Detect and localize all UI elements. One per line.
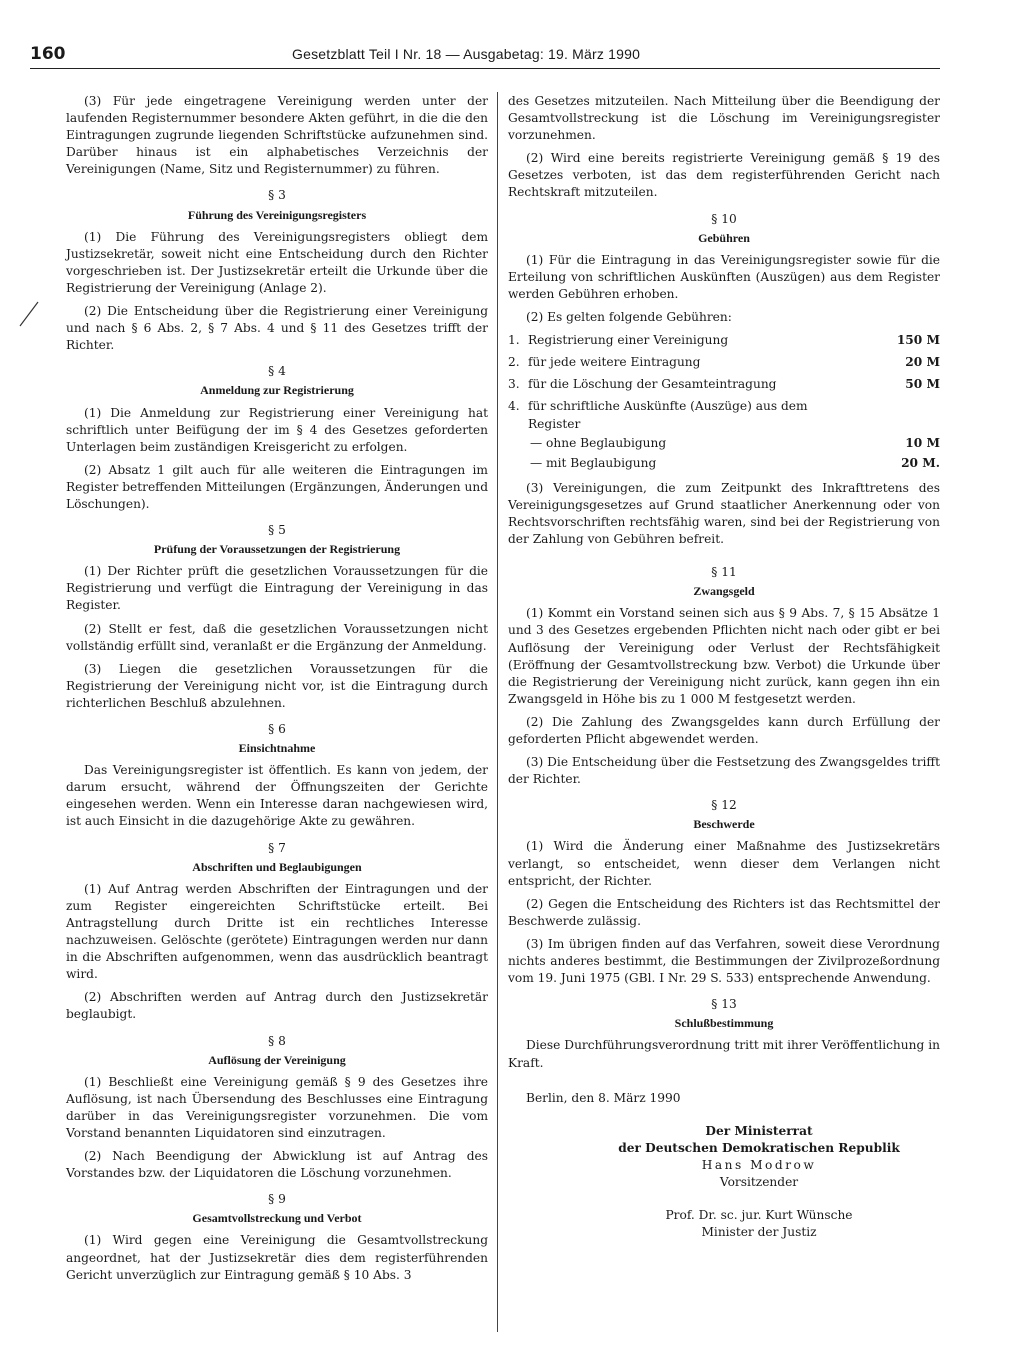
fee-number: 4. (508, 399, 520, 414)
fee-row (508, 398, 940, 432)
fee-subrow (530, 455, 940, 472)
paragraph: (1) Die Anmeldung zur Registrierung einer Vereinigung hat schriftlich unter Beifügung der im § 4 des Gesetzes geforderten Unterlagen beim zuständigen Kreisgericht zu erfolgen. (66, 405, 488, 454)
place-date: Berlin, den 8. März 1990 (526, 1090, 681, 1105)
section-title: Beschwerde (693, 817, 755, 832)
fee-row (508, 376, 940, 393)
fee-label: für jede weitere Eintragung (528, 355, 701, 370)
signatory-name: Hans Modrow (701, 1157, 817, 1172)
paragraph: Das Vereinigungsregister ist öffentlich. Es kann von jedem, der darum ersucht, während der Öffnungszeiten der Gerichte eingesehen werden. Wenn ein Interesse daran nachgewiesen wird, ist auch Einsicht in die dazugehörige Akte zu gewähren. (66, 763, 488, 829)
section-number: § 4 (268, 364, 286, 379)
paragraph: (2) Gegen die Entscheidung des Richters ist das Rechtsmittel der Beschwerde zulässig. (508, 896, 940, 928)
section-number: § 13 (711, 997, 737, 1012)
paragraph: (2) Nach Beendigung der Abwicklung ist auf Antrag des Vorstandes bzw. der Liquidatoren die Löschung vorzunehmen. (66, 1149, 488, 1181)
paragraph: (2) Die Entscheidung über die Registrierung einer Vereinigung und nach § 6 Abs. 2, § 7 Abs. 4 und § 11 des Gesetzes trifft der Richter. (66, 304, 488, 353)
section-number: § 12 (711, 798, 737, 813)
paragraph: (1) Für die Eintragung in das Vereinigungsregister sowie für die Erteilung von schriftlichen Auskünften (Auszügen) aus dem Register werden Gebühren erhoben. (508, 252, 940, 301)
fee-subrow (530, 435, 940, 452)
section-number: § 6 (268, 722, 286, 736)
paragraph: (2) Es gelten folgende Gebühren: (526, 310, 732, 325)
fee-number: 2. (508, 355, 520, 370)
paragraph: (2) Die Zahlung des Zwangsgeldes kann durch Erfüllung der geforderten Pflicht abgewendet werden. (508, 714, 940, 746)
section-title: Auflösung der Vereinigung (208, 1052, 346, 1067)
paragraph: (2) Abschriften werden auf Antrag durch den Justizsekretär beglaubigt. (66, 990, 488, 1022)
fee-number: 3. (508, 377, 520, 392)
signatory-role: Minister der Justiz (701, 1225, 817, 1240)
fee-row (508, 354, 940, 371)
fee-amount: 20 M. (901, 455, 940, 470)
paragraph: (1) Die Führung des Vereinigungsregisters obliegt dem Justizsekretär, soweit nicht eine Entscheidung durch den Richter vorgeschrieben ist. Der Justizsekretär erteilt die Urkunde über die Registrierung der Vereinigung (Anlage 2). (66, 229, 488, 295)
page-header (30, 46, 940, 69)
paragraph: (3) Liegen die gesetzlichen Voraussetzungen für die Registrierung der Vereinigung nicht vor, ist die Eintragung durch richterlichen Beschluß abzulehnen. (66, 661, 488, 710)
fee-label: — mit Beglaubigung (530, 455, 657, 470)
section-number: § 11 (711, 565, 737, 580)
fee-label: Registrierung einer Vereinigung (528, 333, 729, 348)
paragraph: (1) Auf Antrag werden Abschriften der Eintragungen und der zum Register eingereichten Schriftstücke erteilt. Bei Antragstellung durch Dritte ist ein rechtliches Interesse nachzuweisen. Gelöschte (gerötete) Eintragungen werden nur dann in die Abschriften aufgenommen, wenn das ausdrücklich beantragt wird. (66, 881, 488, 982)
signatory-org: der Deutschen Demokratischen Republik (618, 1140, 900, 1155)
paragraph: (1) Der Richter prüft die gesetzlichen Voraussetzungen für die Registrierung und verfügt die Eintragung der Vereinigung in das Register. (66, 564, 488, 613)
section-title: Führung des Vereinigungsregisters (187, 207, 367, 222)
paragraph: Diese Durchführungsverordnung tritt mit ihrer Veröffentlichung in Kraft. (508, 1038, 940, 1070)
paragraph: (3) Im übrigen finden auf das Verfahren, soweit diese Verordnung nichts anderes bestimmt, die Bestimmungen der Zivilprozeßordnung vom 19. Juni 1975 (GBl. I Nr. 29 S. 533) entsprechende Anwendung. (508, 936, 940, 986)
section-number: § 10 (711, 211, 737, 226)
section-number: § 8 (268, 1033, 286, 1048)
signatory-role: Vorsitzender (719, 1174, 799, 1189)
signature-block (508, 1123, 940, 1242)
paragraph: (2) Stellt er fest, daß die gesetzlichen Voraussetzungen nicht vollständig erfüllt sind, veranlaßt er die Ergänzung der Anmeldung. (66, 621, 488, 653)
left-column (66, 93, 488, 1290)
paragraph: (1) Kommt ein Vorstand seinen sich aus § 9 Abs. 7, § 15 Absätze 1 und 3 des Gesetzes ergebenden Pflichten nicht nach oder gibt er bei Auflösung der Vereinigung oder Verlust der Rechtsfähigkeit (Eröffnung der Gesamtvollstreckung bzw. Verbot) die Urkunde über die Registrierung der Vereinigung nicht zurück, kann gegen ihn ein Zwangsgeld in Höhe bis zu 1 000 M festgesetzt werden. (508, 606, 940, 706)
paragraph: (1) Beschließt eine Vereinigung gemäß § 9 des Gesetzes ihre Auflösung, ist nach Übersendung des Beschlusses eine Eintragung darüber in das Vereinigungsregister vorzunehmen. Die vom Vorstand benannten Liquidatoren sind einzutragen. (66, 1074, 488, 1140)
fee-amount: 20 M (905, 355, 940, 370)
section-title: Gebühren (698, 230, 750, 245)
fee-row (508, 332, 940, 349)
fee-amount: 10 M (905, 435, 940, 450)
fee-amount: 50 M (905, 377, 940, 392)
paragraph: (3) Vereinigungen, die zum Zeitpunkt des Inkrafttretens des Vereinigungsgesetzes auf Grund staatlicher Anerkennung oder von Rechtsvorschriften rechtsfähig waren, sind bei der Registrierung von der Zahlung von Gebühren befreit. (508, 480, 940, 547)
paragraph: (2) Wird eine bereits registrierte Vereinigung gemäß § 19 des Gesetzes verboten, ist das dem registerführenden Gericht nach Rechtskraft mitzuteilen. (508, 151, 940, 200)
fee-label: für die Löschung der Gesamteintragung (528, 377, 777, 392)
column-divider (497, 92, 498, 1332)
section-title: Prüfung der Voraussetzungen der Registrierung (153, 542, 401, 557)
signatory-name: Prof. Dr. sc. jur. Kurt Wünsche (665, 1208, 853, 1223)
section-title: Abschriften und Beglaubigungen (192, 859, 362, 874)
paragraph: (1) Wird die Änderung einer Maßnahme des Justizsekretärs verlangt, so entscheidet, wenn dieser dem Verlangen nicht entspricht, der Richter. (508, 839, 940, 888)
section-number: § 9 (268, 1192, 286, 1207)
fee-amount: 150 M (896, 333, 940, 348)
section-title: Zwangsgeld (693, 584, 755, 599)
right-column (508, 93, 940, 1241)
paragraph: des Gesetzes mitzuteilen. Nach Mitteilung über die Beendigung der Gesamtvollstreckung ist die Löschung im Vereinigungsregister vorzunehmen. (508, 94, 940, 143)
fee-label: für schriftliche Auskünfte (Auszüge) aus dem Register (528, 399, 808, 431)
section-number: § 3 (268, 188, 286, 203)
signatory-org: Der Ministerrat (705, 1123, 813, 1138)
section-title: Anmeldung zur Registrierung (200, 383, 354, 398)
section-title: Gesamtvollstreckung und Verbot (192, 1211, 362, 1226)
section-number: § 7 (268, 840, 286, 855)
section-number: § 5 (268, 523, 286, 538)
paragraph: (3) Für jede eingetragene Vereinigung werden unter der laufenden Registernummer besondere Akten geführt, in die die den Eintragungen zugrunde liegenden Schriftstücke aufzunehmen sind. Darüber hinaus ist ein alphabetisches Verzeichnis der Vereinigungen (Name, Sitz und Registernummer) zu führen. (66, 94, 488, 177)
fee-label: — ohne Beglaubigung (530, 435, 667, 450)
paragraph: (3) Die Entscheidung über die Festsetzung des Zwangsgeldes trifft der Richter. (508, 755, 940, 787)
section-title: Schlußbestimmung (674, 1016, 774, 1031)
paragraph: (1) Wird gegen eine Vereinigung die Gesamtvollstreckung angeordnet, hat der Justizsekretär dies dem registerführenden Gericht unverzüglich zur Eintragung gemäß § 10 Abs. 3 (66, 1233, 488, 1282)
margin-pen-mark (18, 300, 40, 328)
paragraph: (2) Absatz 1 gilt auch für alle weiteren die Eintragungen im Register betreffenden Mitteilungen (Ergänzungen, Änderungen und Löschungen). (66, 462, 488, 511)
header-title: Gesetzblatt Teil I Nr. 18 — Ausgabetag: 19. März 1990 (292, 46, 641, 62)
fee-number: 1. (508, 333, 520, 348)
page-number: 160 (30, 44, 66, 64)
section-title: Einsichtnahme (238, 741, 316, 756)
